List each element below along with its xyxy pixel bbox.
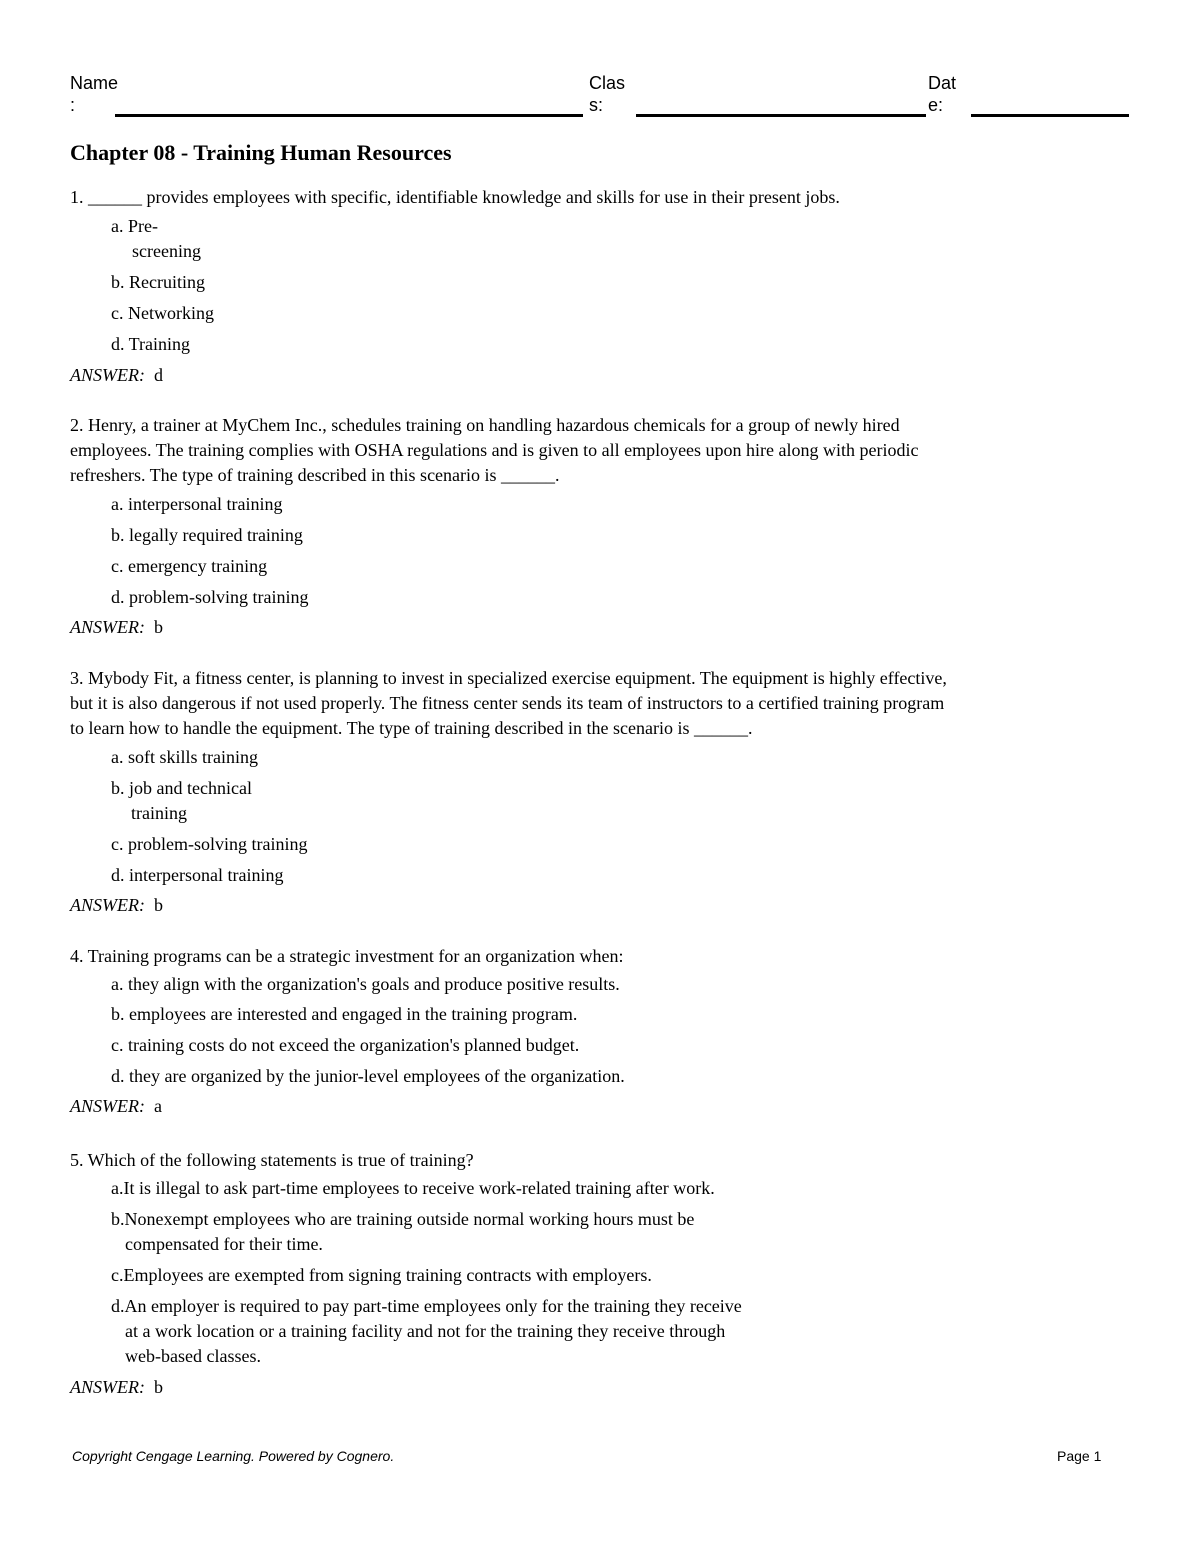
option-b[interactable]: b. employees are interested and engaged in the training program. [111, 1004, 578, 1024]
option-c[interactable]: c. emergency training [111, 556, 268, 576]
footer-copyright: Copyright Cengage Learning. Powered by Cognero. [72, 1448, 395, 1464]
answer-line: ANSWER: b [70, 617, 163, 637]
class-label: Clas s: [589, 73, 626, 115]
option-a[interactable]: a. soft skills training [111, 747, 258, 767]
option-b[interactable]: b. job and technical training [111, 778, 252, 823]
option-a[interactable]: a. they align with the organization's goals and produce positive results. [111, 974, 620, 994]
question-5 [70, 1148, 1140, 1400]
option-c[interactable]: c. Networking [111, 303, 214, 323]
class-field[interactable] [636, 114, 926, 117]
answer-line: ANSWER: b [70, 1377, 163, 1397]
option-a[interactable]: a.It is illegal to ask part-time employees to receive work-related training after work. [111, 1178, 715, 1198]
option-d[interactable]: d. problem-solving training [111, 587, 309, 607]
question-1 [70, 185, 1140, 388]
option-a[interactable]: a. interpersonal training [111, 494, 283, 514]
name-field[interactable] [115, 114, 583, 117]
option-d[interactable]: d. interpersonal training [111, 865, 284, 885]
option-d[interactable]: d. they are organized by the junior-level employees of the organization. [111, 1066, 625, 1086]
option-b[interactable]: b. Recruiting [111, 272, 205, 292]
question-3 [70, 666, 1140, 918]
question-2 [70, 413, 1140, 640]
option-d[interactable]: d. Training [111, 334, 191, 354]
option-b[interactable]: b.Nonexempt employees who are training outside normal working hours must be compensated for their time. [111, 1209, 695, 1254]
answer-line: ANSWER: b [70, 895, 163, 915]
question-stem: 2. Henry, a trainer at MyChem Inc., schedules training on handling hazardous chemicals for a group of newly hired employees. The training complies with OSHA regulations and is given to all employees upon hire along with periodic refreshers. The type of training described in this scenario is ______. [70, 415, 919, 485]
option-c[interactable]: c. training costs do not exceed the organization's planned budget. [111, 1035, 580, 1055]
option-b[interactable]: b. legally required training [111, 525, 303, 545]
answer-line: ANSWER: d [70, 365, 163, 385]
question-stem: 3. Mybody Fit, a fitness center, is planning to invest in specialized exercise equipment. The equipment is highly effective, but it is also dangerous if not used properly. The fitness center sends its team of instructors to a certified training program to learn how to handle the equipment. The type of training described in the scenario is ______. [70, 668, 947, 738]
option-c[interactable]: c. problem-solving training [111, 834, 308, 854]
question-stem: 5. Which of the following statements is true of training? [70, 1150, 474, 1170]
option-a[interactable]: a. Pre- screening [111, 216, 201, 261]
option-d[interactable]: d.An employer is required to pay part-time employees only for the training they receive at a work location or a training facility and not for the training they receive through web-based classes. [111, 1296, 742, 1366]
date-field[interactable] [971, 114, 1129, 117]
page-title: Chapter 08 - Training Human Resources [70, 140, 452, 165]
date-label: Dat e: [928, 73, 957, 115]
page-number: Page 1 [1057, 1448, 1102, 1464]
question-stem: 4. Training programs can be a strategic investment for an organization when: [70, 946, 624, 966]
option-c[interactable]: c.Employees are exempted from signing training contracts with employers. [111, 1265, 652, 1285]
answer-line: ANSWER: a [70, 1096, 162, 1116]
question-stem: 1. ______ provides employees with specific, identifiable knowledge and skills for use in their present jobs. [70, 187, 840, 207]
name-label: Name : [70, 73, 119, 115]
question-4 [70, 944, 1140, 1119]
